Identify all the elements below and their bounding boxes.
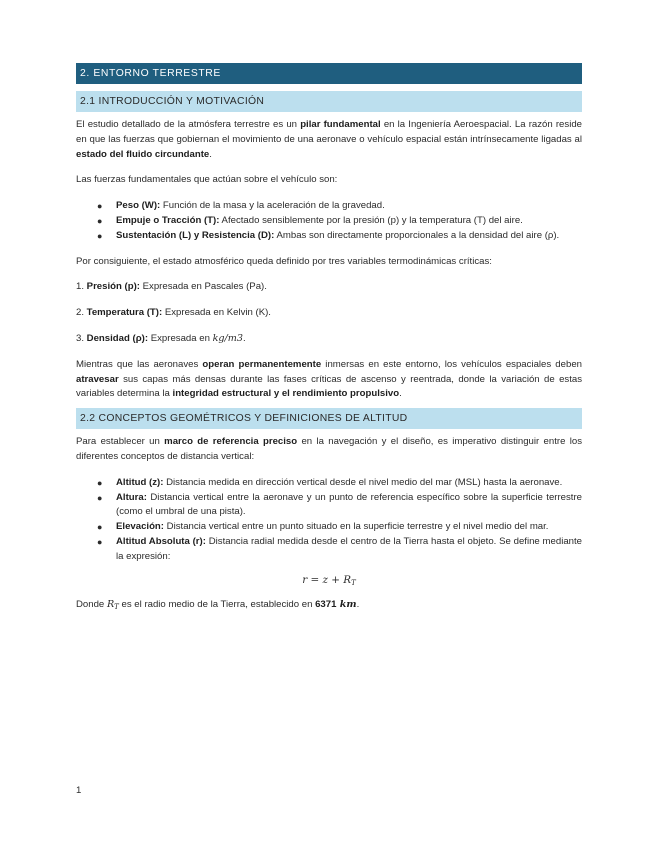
section-2-1-heading: 2.1 INTRODUCCIÓN Y MOTIVACIÓN: [76, 91, 582, 112]
intro-paragraph: El estudio detallado de la atmósfera terrestre es un pilar fundamental en la Ingeniería Aeroespacial. La razón reside en que las fuerzas que gobiernan el movimiento de una aeronave o vehículo espacial están intrínsecamente ligadas al estado del fluido circundante.: [76, 119, 582, 160]
list-item: ● Peso (W): Función de la masa y la aceleración de la gravedad.: [76, 199, 582, 214]
page-number: 1: [76, 785, 82, 796]
altitude-list: [76, 476, 582, 565]
absolute-altitude-formula: $r = z + R_T$: [302, 573, 356, 587]
list-item: ● Altitud (z): Distancia medida en dirección vertical desde el nivel medio del mar (MSL) hasta la aeronave.: [76, 476, 582, 491]
bullet-icon: ●: [97, 477, 103, 488]
list-item: ● Elevación: Distancia vertical entre un punto situado en la superficie terrestre y el nivel medio del mar.: [76, 520, 582, 535]
vehicles-paragraph: Mientras que las aeronaves operan permanentemente inmersas en este entorno, los vehículos espaciales deben atravesar sus capas más densas durante las fases críticas de ascenso y reentrada, donde la variación de estas variables determina la integridad estructural y el rendimiento propulsivo.: [76, 358, 582, 400]
forces-list: [76, 199, 582, 243]
section-2-2-heading: 2.2 CONCEPTOS GEOMÉTRICOS Y DEFINICIONES DE ALTITUD: [76, 408, 582, 429]
page-content: [76, 63, 582, 615]
bullet-icon: ●: [97, 215, 103, 226]
altitude-intro: Para establecer un marco de referencia preciso en la navegación y el diseño, es imperativo distinguir entre los diferentes conceptos de distancia vertical:: [76, 436, 582, 462]
bullet-icon: ●: [97, 230, 103, 241]
forces-intro: Las fuerzas fundamentales que actúan sobre el vehículo son:: [76, 174, 338, 186]
list-item: ● Altura: Distancia vertical entre la aeronave y un punto de referencia específico sobre la superficie terrestre (como el umbral de una pista).: [97, 491, 582, 518]
variables-intro: Por consiguiente, el estado atmosférico queda definido por tres variables termodinámicas críticas:: [76, 255, 492, 267]
bullet-icon: ●: [97, 201, 103, 212]
bullet-icon: ●: [97, 522, 103, 533]
bullet-icon: ●: [97, 492, 103, 503]
bullet-icon: ●: [97, 536, 103, 547]
list-item: ● Empuje o Tracción (T): Afectado sensiblemente por la presión (p) y la temperatura (T) del aire.: [76, 214, 582, 229]
list-item: ● Sustentación (L) y Resistencia (D): Ambas son directamente proporcionales a la densidad del aire (ρ).: [76, 229, 582, 244]
variable-density: 3. Densidad (ρ): Expresada en kg/m3.: [76, 332, 246, 344]
earth-radius-note: Donde $R_T$ es el radio medio de la Tierra, establecido en 6371 km.: [76, 599, 360, 612]
variable-pressure: 1. Presión (p): Expresada en Pascales (Pa).: [76, 281, 267, 293]
list-item: ● Altitud Absoluta (r): Distancia radial medida desde el centro de la Tierra hasta el objeto. Se define mediante la expresión:: [97, 535, 583, 562]
section-2-heading: 2. ENTORNO TERRESTRE: [76, 63, 582, 84]
variable-temperature: 2. Temperatura (T): Expresada en Kelvin (K).: [76, 307, 271, 319]
